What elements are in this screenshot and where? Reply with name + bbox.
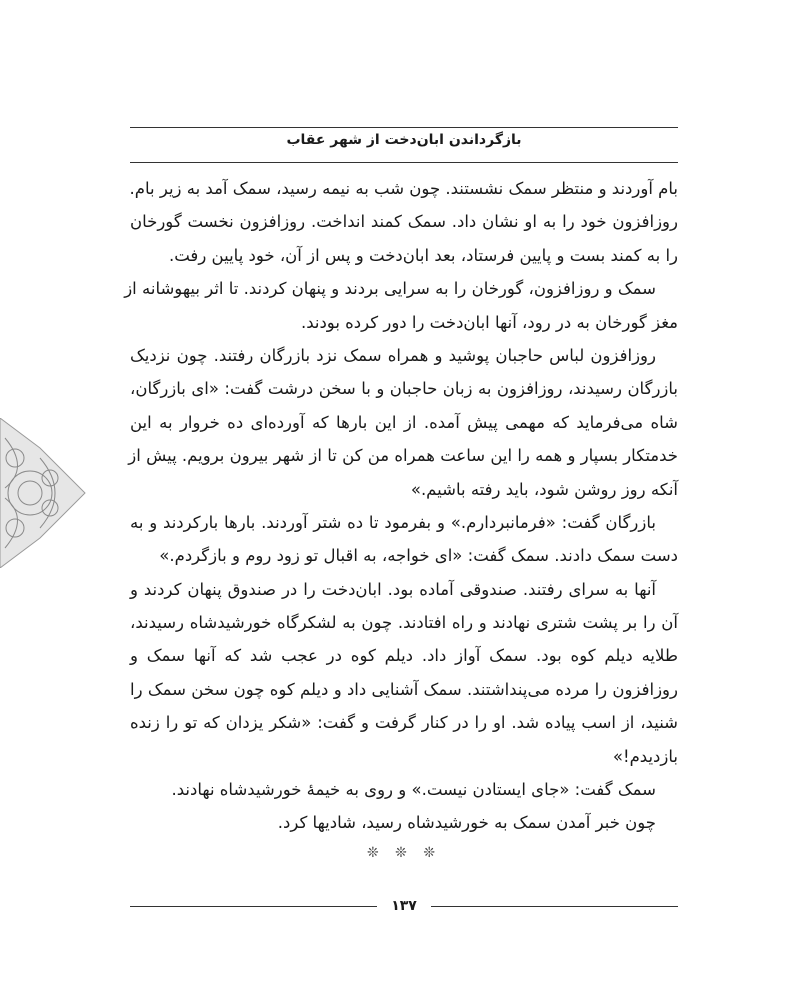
text-line: آنها به سرای رفتند. صندوقی آماده بود. ابان‌دخت را در صندوق پنهان کردند و (130, 579, 656, 599)
text-line: را به کمند بست و پایین فرستاد، بعد ابان‌دخت و پس از آن، خود پایین رفت. (168, 245, 678, 265)
body-text (124, 172, 678, 840)
text-line: مغز گورخان به در رود، آنها ابان‌دخت را دور کرده بودند. (300, 312, 678, 332)
page-number: ۱۳۷ (391, 898, 417, 914)
text-line: سمک و روزافزون، گورخان را به سرایی بردند و پنهان کردند. تا اثر بیهوشانه از (124, 279, 656, 299)
section-separator: ❊ ❊ ❊ (366, 845, 442, 861)
text-line: بازرگان رسیدند، روزافزون به زبان حاجبان و با سخن درشت گفت: «ای بازرگان، (130, 379, 678, 399)
footer-rule-right (431, 906, 678, 907)
text-line: روزافزون خود را به او نشان داد. سمک کمند انداخت. روزافزون نخست گورخان (130, 212, 678, 232)
header-rule-bottom (130, 162, 678, 163)
text-line: بازدیدم!» (612, 746, 678, 766)
text-line: آن را بر پشت شتری نهادند و راه افتادند. چون به لشکرگاه خورشیدشاه رسیدند، (130, 613, 678, 633)
text-line: چون خبر آمدن سمک به خورشیدشاه رسید، شادیها کرد. (277, 813, 656, 833)
text-line: بازرگان گفت: «فرمانبردارم.» و بفرمود تا ده شتر آوردند. بارها بارکردند و به (130, 512, 656, 532)
text-line: آنکه روز روشن شود، باید رفته باشیم.» (410, 479, 678, 499)
text-line: شنید، از اسب پیاده شد. او را در کنار گرفت و گفت: «شکر یزدان که تو را زنده (130, 713, 678, 733)
page-footer (130, 898, 678, 914)
decorative-ornament (0, 418, 90, 568)
text-line: روزافزون را مرده می‌پنداشتند. سمک آشنایی داد و دیلم کوه چون سخن سمک را (130, 679, 678, 699)
text-line: سمک گفت: «جای ایستادن نیست.» و روی به خیمهٔ خورشیدشاه نهادند. (171, 780, 656, 800)
running-header-title: بازگرداندن ابان‌دخت از شهر عقاب (286, 132, 522, 148)
text-line: بام آوردند و منتظر سمک نشستند. چون شب به نیمه رسید، سمک آمد به زیر بام. (129, 179, 678, 198)
header-rule-top (130, 127, 678, 128)
text-line: شاه می‌فرماید که مهمی پیش آمده. از این بارها که آورده‌ای ده خروار به این (130, 412, 678, 432)
text-line: طلایه دیلم کوه بود. سمک آواز داد. دیلم کوه در عجب شد که آنها سمک و (130, 646, 678, 666)
text-line: روزافزون لباس حاجبان پوشید و همراه سمک نزد بازرگان رفتند. چون نزدیک (130, 345, 656, 365)
footer-rule-left (130, 906, 377, 907)
text-line: دست سمک دادند. سمک گفت: «ای خواجه، به اقبال تو زود روم و بازگردم.» (159, 546, 678, 566)
text-line: خدمتکار بسپار و همه را این ساعت همراه من کن تا از شهر بیرون برویم. پیش از (128, 446, 678, 466)
